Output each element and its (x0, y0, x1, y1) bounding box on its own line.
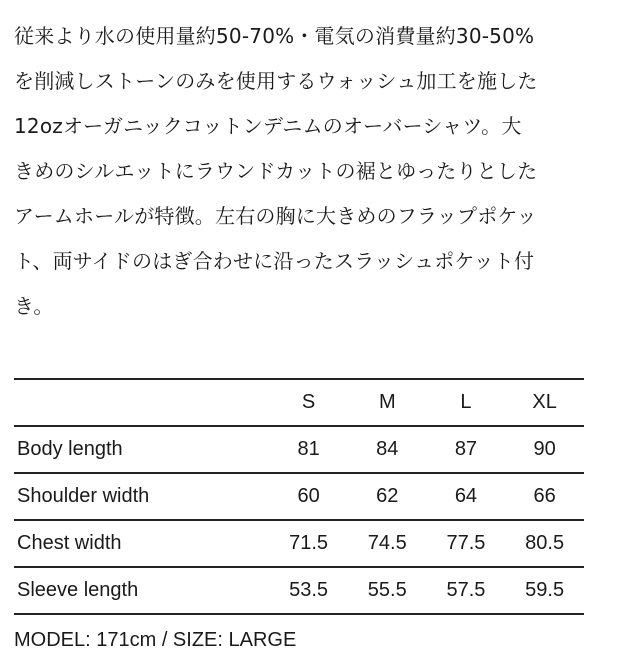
table-cell: 59.5 (525, 579, 565, 601)
header-label-cell (14, 379, 269, 426)
table-cell: 57.5 (446, 579, 486, 601)
product-description (14, 18, 614, 333)
row-label: Sleeve length (17, 579, 139, 601)
description-line: を削減しストーンのみを使用するウォッシュ加工を施した (14, 69, 538, 93)
table-cell: 53.5 (289, 579, 329, 601)
size-header-l: L (460, 391, 472, 413)
row-label: Chest width (17, 532, 122, 554)
table-cell: 66 (533, 485, 556, 507)
table-cell: 74.5 (367, 532, 407, 554)
table-row-sleeve-length (14, 567, 584, 614)
table-cell: 60 (297, 485, 320, 507)
description-line: き。 (14, 294, 54, 318)
size-header-s: S (301, 391, 316, 413)
table-cell: 87 (454, 438, 478, 460)
model-size-note: MODEL: 171cm / SIZE: LARGE (14, 629, 297, 651)
row-label: Shoulder width (17, 485, 150, 507)
size-header-m: M (378, 391, 396, 413)
size-header-row (14, 379, 584, 426)
table-cell: 81 (297, 438, 320, 460)
table-cell: 77.5 (446, 532, 486, 554)
table-cell: 55.5 (367, 579, 407, 601)
table-row-body-length (14, 426, 584, 473)
table-row-chest-width (14, 520, 584, 567)
size-header-xl: XL (532, 391, 557, 413)
description-line: ト、両サイドのはぎ合わせに沿ったスラッシュポケット付 (14, 249, 535, 273)
table-cell: 90 (533, 438, 556, 460)
table-cell: 64 (454, 485, 478, 507)
description-line: 従来より水の使用量約50-70%・電気の消費量約30-50% (14, 24, 535, 48)
table-row-shoulder-width (14, 473, 584, 520)
description-line: アームホールが特徴。左右の胸に大きめのフラップポケッ (14, 204, 537, 228)
description-line: きめのシルエットにラウンドカットの裾とゆったりとした (14, 159, 538, 183)
table-cell: 84 (376, 438, 399, 460)
table-cell: 71.5 (289, 532, 329, 554)
description-line: 12ozオーガニックコットンデニムのオーバーシャツ。大 (14, 114, 522, 138)
table-cell: 62 (376, 485, 399, 507)
row-label: Body length (17, 438, 123, 460)
table-cell: 80.5 (525, 532, 565, 554)
size-chart-table (14, 378, 584, 615)
